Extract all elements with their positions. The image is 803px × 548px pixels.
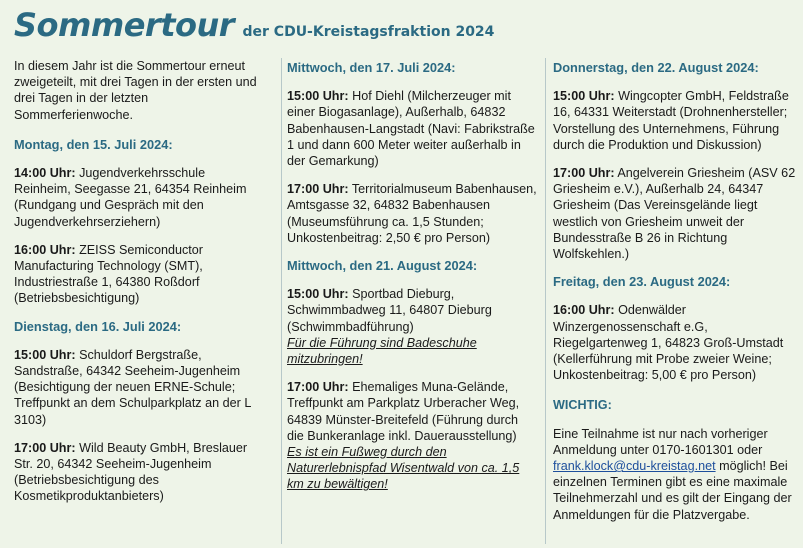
schedule-entry bbox=[14, 242, 264, 307]
entry-text: Odenwälder Winzergenossenschaft e.G, Riegelgartenweg 1, 64823 Groß-Umstadt (Kellerführung mit Probe zweier Weine; Unkostenbeitrag: 5,00 € pro Person) bbox=[553, 303, 784, 383]
important-heading: WICHTIG: bbox=[553, 398, 612, 413]
important-before: Eine Teilnahme ist nur nach vorheriger Anmeldung unter 0170-1601301 oder bbox=[553, 426, 768, 457]
entry-text: Schuldorf Bergstraße, Sandstraße, 64342 Seeheim-Jugenheim (Besichtigung der neuen ERNE-Schule; Treffpunkt an dem Schulparkplatz an der L 3103) bbox=[14, 347, 251, 427]
schedule-entry bbox=[287, 88, 537, 169]
day-heading-wednesday-july: Mittwoch, den 17. Juli 2024: bbox=[287, 60, 456, 75]
entry-time: 17:00 Uhr: bbox=[553, 166, 615, 181]
important-after: möglich! Bei einzelnen Terminen gibt es eine maximale Teilnehmerzahl und es gilt der Eingang der Anmeldungen für die Platzvergabe. bbox=[553, 459, 792, 522]
entry-time: 14:00 Uhr: bbox=[14, 166, 76, 181]
schedule-entry bbox=[14, 347, 264, 428]
important-text bbox=[553, 426, 799, 523]
day-heading-thursday: Donnerstag, den 22. August 2024: bbox=[553, 60, 759, 75]
day-heading-monday: Montag, den 15. Juli 2024: bbox=[14, 136, 173, 152]
entry-time: 17:00 Uhr: bbox=[14, 440, 76, 455]
header bbox=[14, 6, 494, 44]
entry-note: Es ist ein Fußweg durch den Naturerlebnispfad Wisentwald von ca. 1,5 km zu bewältigen! bbox=[287, 445, 520, 492]
entry-text: Ehemaliges Muna-Gelände, Treffpunkt am Parkplatz Urberacher Weg, 64839 Münster-Breitefeld (Führung durch die Bunkeranlage inkl. Dauerausstellung) bbox=[287, 380, 520, 443]
entry-time: 17:00 Uhr: bbox=[287, 182, 349, 197]
schedule-entry bbox=[287, 286, 537, 367]
entry-text: Wild Beauty GmbH, Breslauer Str. 20, 64342 Seeheim-Jugenheim (Betriebsbesichtigung des Kosmetikproduktanbieters) bbox=[14, 440, 248, 504]
column-3 bbox=[545, 58, 799, 544]
schedule-entry bbox=[14, 165, 264, 230]
entry-text: Territorialmuseum Babenhausen, Amtsgasse 32, 64832 Babenhausen (Museumsführung ca. 1,5 Stunden; Unkostenbeitrag: 2,50 € pro Person) bbox=[287, 182, 537, 245]
entry-text: Wingcopter GmbH, Feldstraße 16, 64331 Weiterstadt (Drohnenhersteller; Vorstellung des Unternehmens, Führung durch die Produktion und Diskussion) bbox=[553, 89, 789, 152]
entry-time: 15:00 Uhr: bbox=[287, 89, 349, 104]
entry-time: 17:00 Uhr: bbox=[287, 380, 349, 395]
intro-text: In diesem Jahr ist die Sommertour erneut zweigeteilt, mit drei Tagen in der ersten und drei Tagen in der letzten Sommerferienwoche. bbox=[14, 59, 257, 122]
schedule-entry bbox=[287, 379, 537, 492]
entry-time: 15:00 Uhr: bbox=[287, 287, 349, 302]
schedule-entry bbox=[553, 302, 799, 383]
entry-time: 15:00 Uhr: bbox=[553, 89, 615, 104]
entry-time: 16:00 Uhr: bbox=[14, 242, 76, 257]
email-link[interactable]: frank.klock@cdu-kreistag.net bbox=[553, 459, 716, 474]
entry-time: 16:00 Uhr: bbox=[553, 303, 615, 318]
entry-time: 15:00 Uhr: bbox=[14, 347, 76, 362]
page-subtitle: der CDU-Kreistagsfraktion 2024 bbox=[242, 24, 495, 40]
schedule-entry bbox=[553, 88, 799, 153]
entry-text: Jugendverkehrsschule Reinheim, Seegasse 21, 64354 Reinheim (Rundgang und Gespräch mit den Jugendverkehrserziehern) bbox=[14, 166, 247, 229]
column-2 bbox=[281, 58, 537, 544]
page-title: Sommertour bbox=[14, 6, 235, 44]
schedule-entry bbox=[287, 181, 537, 246]
day-heading-friday: Freitag, den 23. August 2024: bbox=[553, 274, 731, 290]
schedule-entry bbox=[14, 440, 264, 505]
entry-text: ZEISS Semiconductor Manufacturing Technology (SMT), Industriestraße 1, 64380 Roßdorf (Betriebsbesichtigung) bbox=[14, 242, 203, 306]
entry-text: Angelverein Griesheim (ASV 62 Griesheim e.V.), Außerhalb 24, 64347 Griesheim (Das Vereinsgelände liegt westlich von Griesheim unweit der Bundesstraße B 26 in Richtung Wolfskehlen.) bbox=[553, 166, 796, 262]
schedule-entry bbox=[553, 165, 799, 262]
entry-text: Hof Diehl (Milcherzeuger mit einer Biogasanlage), Außerhalb, 64832 Babenhausen-Langstadt (Navi: Fabrikstraße 1 und dann 600 Meter weiter außerhalb in der Gemarkung) bbox=[287, 89, 535, 169]
column-1 bbox=[14, 58, 264, 544]
day-heading-wednesday-august: Mittwoch, den 21. August 2024: bbox=[287, 258, 478, 274]
entry-text: Sportbad Dieburg, Schwimmbadweg 11, 64807 Dieburg (Schwimmbadführung) bbox=[287, 287, 492, 334]
day-heading-tuesday: Dienstag, den 16. Juli 2024: bbox=[14, 318, 182, 334]
entry-note: Für die Führung sind Badeschuhe mitzubringen! bbox=[287, 335, 477, 367]
